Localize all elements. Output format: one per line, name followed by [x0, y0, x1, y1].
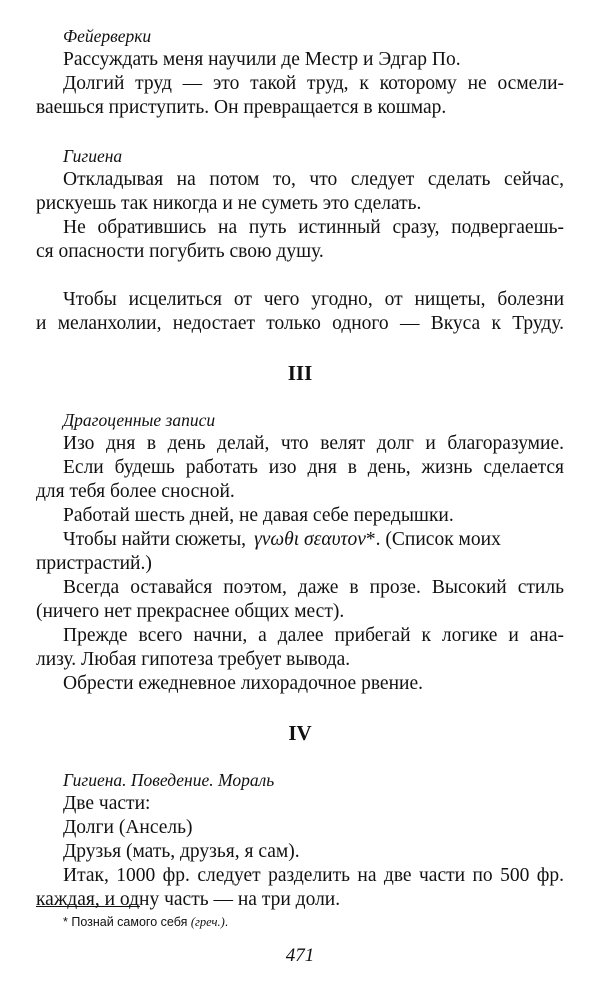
subheading-hygiene: Гигиена	[63, 146, 123, 166]
text-line: Рассуждать меня научили де Местр и Эдгар По.	[63, 49, 461, 70]
text-line: лизу. Любая гипотеза требует вывода.	[36, 649, 351, 670]
text-fragment: *. (Список моих	[365, 529, 501, 550]
text-line: (ничего нет прекраснее общих мест).	[36, 601, 345, 622]
subheading-fireworks: Фейерверки	[63, 26, 152, 46]
greek-text: γνωθι σεαυτον	[254, 529, 366, 550]
text-line: рискуешь так никогда и не суметь это сделать.	[36, 193, 422, 214]
section-number-iv: IV	[288, 721, 312, 745]
text-line: Две части:	[63, 793, 151, 814]
text-line: Всегда оставайся поэтом, даже в прозе. Высокий стиль	[63, 577, 564, 598]
text-line: Долгий труд — это такой труд, к которому не осмели-	[63, 73, 564, 94]
text-line: пристрастий.)	[36, 553, 152, 574]
text-line: Друзья (мать, друзья, я сам).	[63, 841, 300, 862]
text-line: Если будешь работать изо дня в день, жизнь сделается	[63, 457, 564, 478]
page-number: 471	[285, 945, 315, 966]
text-line: Итак, 1000 фр. следует разделить на две части по 500 фр.	[63, 865, 564, 886]
text-line: Изо дня в день делай, что велят долг и благоразумие.	[63, 433, 564, 454]
subheading-precious-notes: Драгоценные записи	[63, 410, 216, 430]
text-line: Долги (Ансель)	[63, 817, 193, 838]
text-line: Обрести ежедневное лихорадочное рвение.	[63, 673, 423, 694]
text-line: Откладывая на потом то, что следует сделать сейчас,	[63, 169, 564, 190]
text-line: Работай шесть дней, не давая себе передышки.	[63, 505, 454, 526]
text-line: ся опасности погубить свою душу.	[36, 241, 324, 262]
section-number-iii: III	[287, 361, 313, 385]
footnote-rule	[36, 906, 140, 907]
text-line-with-greek	[63, 528, 564, 552]
footnote-text: * Познай самого себя	[63, 915, 188, 929]
text-line: Не обратившись на путь истинный сразу, подвергаешь-	[63, 217, 564, 238]
footnote	[63, 914, 228, 930]
text-line: ваешься приступить. Он превращается в кошмар.	[36, 97, 447, 118]
subheading-hygiene-conduct-morals: Гигиена. Поведение. Мораль	[63, 770, 275, 790]
footnote-period: .	[224, 915, 229, 929]
text-line: Прежде всего начни, а далее прибегай к логике и ана-	[63, 625, 564, 646]
text-fragment: Чтобы найти сюжеты,	[63, 529, 247, 550]
greek-phrase	[246, 528, 564, 552]
text-line: Чтобы исцелиться от чего угодно, от нищеты, болезни	[63, 289, 564, 310]
footnote-language: (греч.)	[190, 915, 225, 929]
text-line: для тебя более сносной.	[36, 481, 235, 502]
text-line: и меланхолии, недостает только одного — Вкуса к Труду.	[36, 313, 564, 334]
text-line: каждая, и одну часть — на три доли.	[36, 889, 341, 910]
